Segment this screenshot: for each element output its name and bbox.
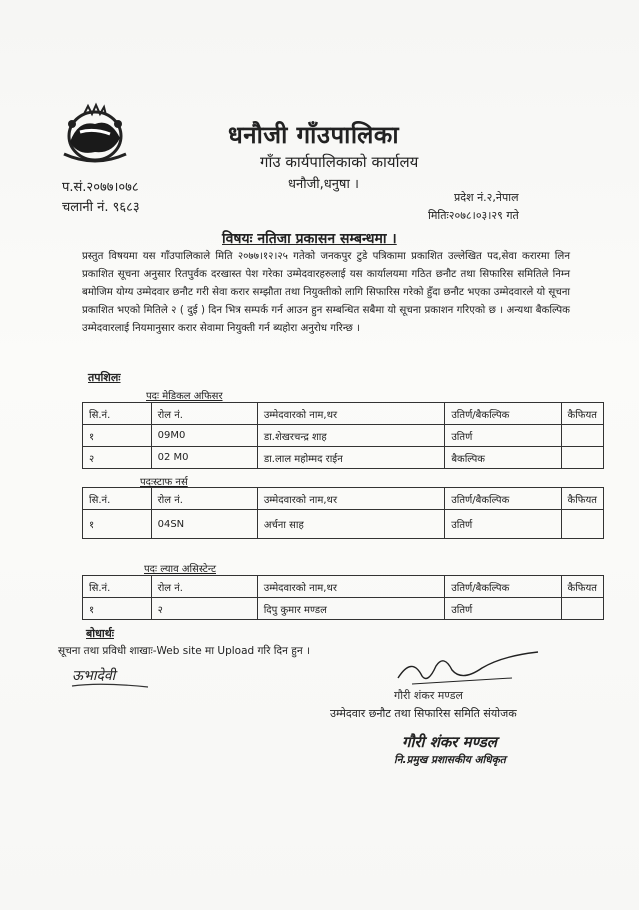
column-header: रोल नं. xyxy=(151,488,257,510)
table-cell: अर्चना साह xyxy=(257,510,444,539)
subject-line: विषयः नतिजा प्रकासन सम्बन्धमा । xyxy=(222,231,397,247)
bodharth-line: सूचना तथा प्रविधी शाखाः-Web site मा Upload गरि दिन हुन । xyxy=(58,645,310,657)
stamp-role: नि.प्रमुख प्रशासकीय अधिकृत xyxy=(394,754,506,766)
table-cell: २ xyxy=(83,447,152,469)
details-label: तपशिलः xyxy=(88,371,121,384)
result-table-lab-assistant xyxy=(82,575,604,620)
table-header-row xyxy=(83,488,604,510)
province-line: प्रदेश नं.२,नेपाल xyxy=(454,191,519,204)
underline-scribble-icon xyxy=(70,680,150,690)
table-cell: 04SN xyxy=(151,510,257,539)
office-subtitle: गाँउ कार्यपालिकाको कार्यालय xyxy=(260,153,419,171)
table-cell: उतिर्ण xyxy=(445,510,561,539)
column-header: रोल नं. xyxy=(151,403,257,425)
post-title-lab-assistant: पदः ल्याव असिस्टेन्ट xyxy=(144,564,216,575)
table-cell: बैकल्पिक xyxy=(445,447,561,469)
date-line: मितिः२०७८।०३।२९ गते xyxy=(428,209,519,222)
table-cell: 02 M0 xyxy=(151,447,257,469)
table-cell: डा.शेखरचन्द्र शाह xyxy=(257,425,444,447)
reference-number: प.सं.२०७७।०७८ xyxy=(62,180,139,195)
office-address: धनौजी,धनुषा । xyxy=(288,177,359,192)
signer-name: गौरी शंकर मण्डल xyxy=(394,689,463,702)
table-cell xyxy=(561,598,603,620)
column-header: उतिर्ण/बैकल्पिक xyxy=(445,488,561,510)
signer-role: उम्मेदवार छनौट तथा सिफारिस समिति संयोजक xyxy=(330,707,517,720)
table-cell: १ xyxy=(83,510,152,539)
table-row xyxy=(83,425,604,447)
nepal-emblem-icon xyxy=(58,102,132,168)
office-title: धनौजी गाँउपालिका xyxy=(228,121,400,149)
post-title-staff-nurse: पदःस्टाफ नर्स xyxy=(140,477,188,488)
table-cell: उतिर्ण xyxy=(445,598,561,620)
table-cell xyxy=(561,510,603,539)
column-header: सि.नं. xyxy=(83,403,152,425)
stamp-name: गौरी शंकर मण्डल xyxy=(402,733,497,751)
table-cell xyxy=(561,447,603,469)
result-table-medical-officer xyxy=(82,402,604,469)
column-header: सि.नं. xyxy=(83,488,152,510)
column-header: कैफियत xyxy=(561,576,603,598)
signature-icon xyxy=(392,648,542,690)
column-header: कैफियत xyxy=(561,488,603,510)
post-title-medical-officer: पदः मेडिकल अफिसर xyxy=(146,391,223,402)
column-header: उतिर्ण/बैकल्पिक xyxy=(445,403,561,425)
column-header: उम्मेदवारको नाम,थर xyxy=(257,488,444,510)
table-cell: डा.लाल महोम्मद राईन xyxy=(257,447,444,469)
table-cell: 09M0 xyxy=(151,425,257,447)
table-cell: २ xyxy=(151,598,257,620)
column-header: उम्मेदवारको नाम,थर xyxy=(257,403,444,425)
bodharth-label: बोधार्थः xyxy=(86,627,114,640)
table-row xyxy=(83,510,604,539)
table-row xyxy=(83,447,604,469)
dispatch-number: चलानी नं. ९६८३ xyxy=(62,200,140,215)
column-header: कैफियत xyxy=(561,403,603,425)
initials-signature: ऊभादेवी xyxy=(72,668,116,684)
table-cell: उतिर्ण xyxy=(445,425,561,447)
result-table-staff-nurse xyxy=(82,487,604,539)
column-header: उतिर्ण/बैकल्पिक xyxy=(445,576,561,598)
column-header: सि.नं. xyxy=(83,576,152,598)
table-cell xyxy=(561,425,603,447)
column-header: उम्मेदवारको नाम,थर xyxy=(257,576,445,598)
table-cell: दिपु कुमार मण्डल xyxy=(257,598,445,620)
table-header-row xyxy=(83,576,604,598)
table-row xyxy=(83,598,604,620)
table-header-row xyxy=(83,403,604,425)
notice-body: प्रस्तुत विषयमा यस गाँउपालिकाले मिति २०७७।१२।२५ गतेको जनकपुर टुडे पत्रिकामा प्रकाशित उल्लेखित पद,सेवा करारमा लिन प्रकाशित सूचना अनुसार रितपुर्वक दरखास्त पेश गरेका उम्मेदवारहरुलाई यस कार्यालयमा गठित छनौट तथा सिफारिस समितिले निम्न बमोजिम योग्य उम्मेदवार छनौट गरी सेवा करार सम्झौता तथा नियुक्तीको लागि सिफारिस गरेको हुँदा छनौट भएका उम्मेदवारले यो सूचना प्रकाशित भएको मितिले २ ( दुई ) दिन भित्र सम्पर्क गर्न आउन हुन सम्बन्धित सबैमा यो सूचना प्रकाशन गरिएको छ । अन्यथा बैकल्पिक उम्मेदवारलाई नियमानुसार करार सेवामा नियुक्ती गर्न ब्यहोरा अनुरोध गरिन्छ । xyxy=(82,251,570,334)
table-cell: १ xyxy=(83,425,152,447)
table-cell: १ xyxy=(83,598,152,620)
column-header: रोल नं. xyxy=(151,576,257,598)
